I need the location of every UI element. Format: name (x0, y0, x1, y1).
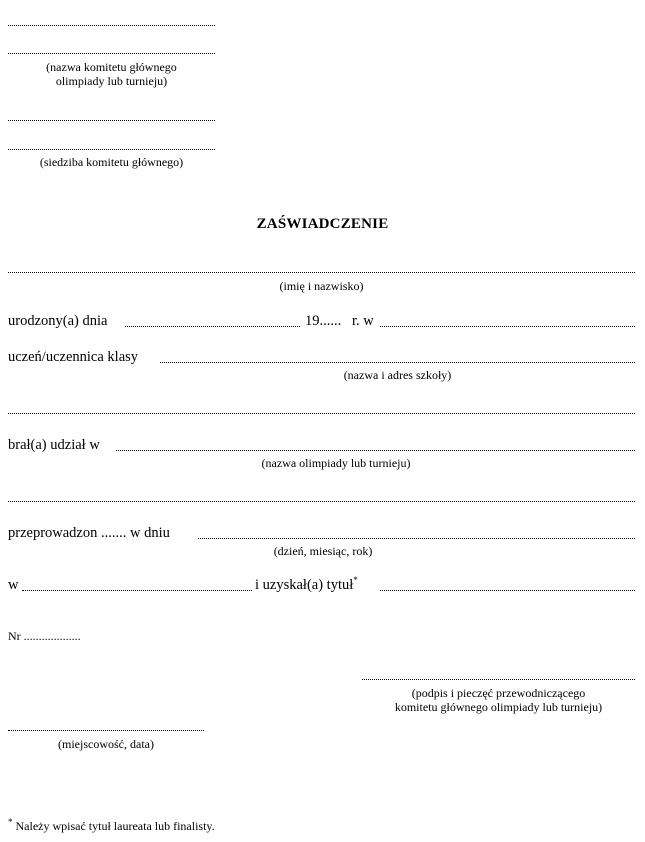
name-caption: (imię i nazwisko) (279, 279, 364, 293)
school-caption: (nazwa i adres szkoły) (343, 368, 452, 382)
committee-seat-line-2[interactable] (8, 149, 215, 150)
document-title: ZAŚWIADCZENIE (256, 216, 389, 232)
number-field[interactable]: Nr ................... (8, 629, 81, 643)
committee-name-caption (8, 60, 215, 88)
committee-name-line-1[interactable] (8, 25, 215, 26)
born-year-prefix: 19...... (305, 313, 342, 329)
born-place-field[interactable] (380, 326, 635, 327)
signature-caption (362, 686, 635, 714)
born-label: urodzony(a) dnia (8, 313, 108, 329)
class-field[interactable] (160, 362, 635, 363)
title-field[interactable] (380, 590, 635, 591)
committee-name-caption-line-1: (nazwa komitetu głównego (46, 60, 177, 74)
in-label: w (8, 577, 19, 593)
footnote-marker: * (8, 817, 13, 827)
place-field[interactable] (22, 590, 252, 591)
born-place-label: r. w (352, 313, 374, 329)
conducted-date-field[interactable] (198, 538, 635, 539)
school-field[interactable] (8, 413, 635, 414)
olympiad-field[interactable] (116, 450, 635, 451)
footnote (8, 819, 215, 834)
participated-label: brał(a) udział w (8, 437, 100, 453)
signature-caption-line-2: komitetu głównego olimpiady lub turnieju) (394, 700, 603, 714)
date-caption: (dzień, miesiąc, rok) (273, 544, 373, 558)
committee-name-caption-line-2: olimpiady lub turnieju) (55, 74, 168, 88)
name-field[interactable] (8, 272, 635, 273)
title-label (255, 577, 360, 593)
olympiad-field-continued[interactable] (8, 501, 635, 502)
place-date-caption: (miejscowość, data) (58, 737, 154, 751)
class-label: uczeń/uczennica klasy (8, 349, 139, 365)
committee-name-line-2[interactable] (8, 53, 215, 54)
footnote-text: Należy wpisać tytuł laureata lub finalisty. (15, 819, 215, 833)
place-date-line[interactable] (8, 730, 204, 731)
signature-line[interactable] (362, 679, 635, 680)
born-date-field[interactable] (125, 326, 300, 327)
conducted-label: przeprowadzon ....... w dniu (8, 525, 170, 541)
olympiad-caption: (nazwa olimpiady lub turnieju) (261, 456, 411, 470)
title-label-text: i uzyskał(a) tytuł (255, 577, 354, 593)
title-asterisk: * (353, 575, 358, 586)
signature-caption-line-1: (podpis i pieczęć przewodniczącego (411, 686, 586, 700)
committee-seat-caption: (siedziba komitetu głównego) (39, 155, 184, 169)
committee-seat-line-1[interactable] (8, 120, 215, 121)
